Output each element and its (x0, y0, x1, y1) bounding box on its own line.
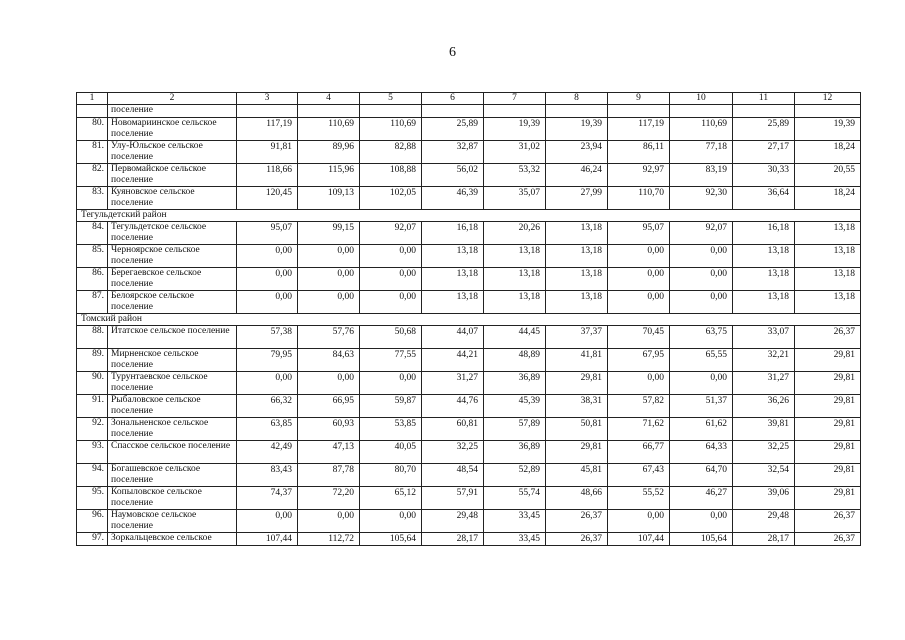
row-number: 93. (77, 441, 108, 464)
row-number: 94. (77, 464, 108, 487)
settlement-name: Куяновское сельское поселение (108, 187, 237, 210)
value-cell: 70,45 (608, 326, 670, 349)
value-cell: 77,18 (670, 141, 733, 164)
value-cell: 33,45 (484, 510, 546, 533)
value-cell: 27,99 (546, 187, 608, 210)
value-cell: 65,12 (360, 487, 422, 510)
column-number-cell: 5 (360, 93, 422, 105)
settlement-name: Наумовское сельское поселение (108, 510, 237, 533)
value-cell: 26,37 (546, 510, 608, 533)
value-cell: 13,18 (422, 268, 484, 291)
value-cell: 110,69 (298, 118, 360, 141)
value-cell: 13,18 (546, 268, 608, 291)
value-cell: 13,18 (484, 291, 546, 314)
value-cell (733, 105, 795, 118)
value-cell: 105,64 (670, 533, 733, 546)
row-number: 85. (77, 245, 108, 268)
settlement-name: Тегульдетское сельское поселение (108, 222, 237, 245)
column-number-cell: 9 (608, 93, 670, 105)
value-cell: 92,07 (670, 222, 733, 245)
value-cell: 0,00 (360, 510, 422, 533)
value-cell: 102,05 (360, 187, 422, 210)
value-cell: 13,18 (422, 245, 484, 268)
value-cell: 83,43 (237, 464, 298, 487)
value-cell: 92,07 (360, 222, 422, 245)
value-cell: 13,18 (795, 245, 861, 268)
value-cell: 77,55 (360, 349, 422, 372)
column-number-cell: 11 (733, 93, 795, 105)
settlement-name: Рыбаловское сельское поселение (108, 395, 237, 418)
value-cell: 13,18 (733, 268, 795, 291)
value-cell: 117,19 (608, 118, 670, 141)
value-cell: 95,07 (608, 222, 670, 245)
value-cell: 55,74 (484, 487, 546, 510)
value-cell: 0,00 (298, 510, 360, 533)
value-cell: 29,48 (422, 510, 484, 533)
value-cell: 46,39 (422, 187, 484, 210)
table-row (77, 245, 861, 268)
value-cell: 36,89 (484, 372, 546, 395)
row-number: 92. (77, 418, 108, 441)
value-cell: 0,00 (608, 510, 670, 533)
table-row (77, 187, 861, 210)
value-cell: 13,18 (795, 291, 861, 314)
table-row (77, 268, 861, 291)
value-cell: 26,37 (795, 510, 861, 533)
value-cell: 13,18 (546, 291, 608, 314)
value-cell: 29,81 (795, 349, 861, 372)
table-row (77, 105, 861, 118)
value-cell: 0,00 (360, 291, 422, 314)
value-cell: 36,89 (484, 441, 546, 464)
settlement-name: Новомариинское сельское поселение (108, 118, 237, 141)
value-cell: 0,00 (298, 245, 360, 268)
value-cell: 72,20 (298, 487, 360, 510)
value-cell: 29,81 (795, 464, 861, 487)
value-cell: 28,17 (733, 533, 795, 546)
value-cell: 25,89 (733, 118, 795, 141)
data-table (76, 92, 861, 546)
value-cell: 33,45 (484, 533, 546, 546)
value-cell: 13,18 (484, 268, 546, 291)
value-cell: 19,39 (546, 118, 608, 141)
value-cell: 0,00 (298, 291, 360, 314)
value-cell: 19,39 (795, 118, 861, 141)
value-cell: 20,26 (484, 222, 546, 245)
value-cell: 16,18 (422, 222, 484, 245)
value-cell: 35,07 (484, 187, 546, 210)
column-number-cell: 10 (670, 93, 733, 105)
column-number-cell: 2 (108, 93, 237, 105)
value-cell: 0,00 (237, 372, 298, 395)
value-cell: 32,25 (733, 441, 795, 464)
table-row (77, 372, 861, 395)
value-cell: 61,62 (670, 418, 733, 441)
row-number: 82. (77, 164, 108, 187)
page-number: 6 (449, 45, 456, 60)
value-cell: 44,76 (422, 395, 484, 418)
value-cell: 27,17 (733, 141, 795, 164)
value-cell: 0,00 (237, 245, 298, 268)
table-row (77, 441, 861, 464)
value-cell: 0,00 (670, 245, 733, 268)
value-cell: 87,78 (298, 464, 360, 487)
settlement-name: Берегаевское сельское поселение (108, 268, 237, 291)
value-cell: 29,48 (733, 510, 795, 533)
value-cell: 29,81 (795, 395, 861, 418)
value-cell: 84,63 (298, 349, 360, 372)
district-row (77, 210, 861, 222)
value-cell (298, 105, 360, 118)
value-cell: 50,81 (546, 418, 608, 441)
value-cell: 40,05 (360, 441, 422, 464)
value-cell: 57,89 (484, 418, 546, 441)
value-cell: 0,00 (298, 268, 360, 291)
value-cell: 0,00 (608, 268, 670, 291)
value-cell: 107,44 (237, 533, 298, 546)
value-cell: 29,81 (795, 441, 861, 464)
value-cell: 29,81 (546, 372, 608, 395)
row-number: 95. (77, 487, 108, 510)
value-cell: 26,37 (546, 533, 608, 546)
value-cell: 53,85 (360, 418, 422, 441)
row-number: 90. (77, 372, 108, 395)
table-row (77, 326, 861, 349)
column-number-cell: 1 (77, 93, 108, 105)
settlement-name: Улу-Юльское сельское поселение (108, 141, 237, 164)
settlement-name: Зоркальцевское сельское (108, 533, 237, 546)
value-cell: 0,00 (360, 372, 422, 395)
value-cell: 0,00 (670, 510, 733, 533)
value-cell: 60,81 (422, 418, 484, 441)
value-cell: 18,24 (795, 141, 861, 164)
value-cell: 42,49 (237, 441, 298, 464)
settlement-name: Копыловское сельское поселение (108, 487, 237, 510)
value-cell: 13,18 (733, 245, 795, 268)
value-cell: 29,81 (546, 441, 608, 464)
value-cell: 55,52 (608, 487, 670, 510)
value-cell: 120,45 (237, 187, 298, 210)
value-cell: 48,66 (546, 487, 608, 510)
row-number: 84. (77, 222, 108, 245)
value-cell: 18,24 (795, 187, 861, 210)
value-cell: 71,62 (608, 418, 670, 441)
column-number-row (77, 93, 861, 105)
value-cell: 0,00 (670, 291, 733, 314)
value-cell: 13,18 (795, 222, 861, 245)
value-cell: 41,81 (546, 349, 608, 372)
settlement-name: Белоярское сельское поселение (108, 291, 237, 314)
row-number: 91. (77, 395, 108, 418)
value-cell: 26,37 (795, 533, 861, 546)
settlement-name: Первомайское сельское поселение (108, 164, 237, 187)
value-cell: 105,64 (360, 533, 422, 546)
table-row (77, 349, 861, 372)
value-cell: 99,15 (298, 222, 360, 245)
value-cell: 53,32 (484, 164, 546, 187)
value-cell: 36,26 (733, 395, 795, 418)
value-cell: 39,06 (733, 487, 795, 510)
value-cell: 26,37 (795, 326, 861, 349)
value-cell: 60,93 (298, 418, 360, 441)
table-row (77, 141, 861, 164)
value-cell: 110,70 (608, 187, 670, 210)
value-cell: 115,96 (298, 164, 360, 187)
value-cell: 36,64 (733, 187, 795, 210)
row-number: 97. (77, 533, 108, 546)
value-cell: 48,89 (484, 349, 546, 372)
value-cell: 45,39 (484, 395, 546, 418)
settlement-name: Итатское сельское поселение (108, 326, 237, 349)
row-number: 86. (77, 268, 108, 291)
row-number: 89. (77, 349, 108, 372)
table-row (77, 291, 861, 314)
value-cell: 0,00 (237, 291, 298, 314)
value-cell: 0,00 (608, 245, 670, 268)
value-cell: 23,94 (546, 141, 608, 164)
value-cell: 89,96 (298, 141, 360, 164)
value-cell: 25,89 (422, 118, 484, 141)
value-cell: 29,81 (795, 418, 861, 441)
value-cell: 109,13 (298, 187, 360, 210)
value-cell: 29,81 (795, 372, 861, 395)
value-cell: 13,18 (546, 245, 608, 268)
table-row (77, 222, 861, 245)
value-cell: 79,95 (237, 349, 298, 372)
value-cell: 52,89 (484, 464, 546, 487)
value-cell: 92,30 (670, 187, 733, 210)
value-cell: 66,77 (608, 441, 670, 464)
district-name: Тегульдетский район (77, 210, 861, 222)
value-cell: 13,18 (546, 222, 608, 245)
value-cell: 0,00 (608, 291, 670, 314)
row-number: 87. (77, 291, 108, 314)
value-cell: 95,07 (237, 222, 298, 245)
value-cell (670, 105, 733, 118)
value-cell: 32,21 (733, 349, 795, 372)
value-cell: 31,27 (733, 372, 795, 395)
value-cell: 118,66 (237, 164, 298, 187)
value-cell: 0,00 (237, 510, 298, 533)
value-cell: 110,69 (670, 118, 733, 141)
value-cell: 63,85 (237, 418, 298, 441)
column-number-cell: 12 (795, 93, 861, 105)
value-cell: 46,24 (546, 164, 608, 187)
value-cell: 91,81 (237, 141, 298, 164)
value-cell: 32,25 (422, 441, 484, 464)
value-cell: 0,00 (298, 372, 360, 395)
value-cell: 57,82 (608, 395, 670, 418)
value-cell: 29,81 (795, 487, 861, 510)
value-cell: 51,37 (670, 395, 733, 418)
district-row (77, 314, 861, 326)
row-number: 88. (77, 326, 108, 349)
value-cell: 13,18 (733, 291, 795, 314)
value-cell: 38,31 (546, 395, 608, 418)
value-cell: 67,43 (608, 464, 670, 487)
value-cell: 57,91 (422, 487, 484, 510)
value-cell: 32,54 (733, 464, 795, 487)
row-number: 80. (77, 118, 108, 141)
settlement-name: Турунтаевское сельское поселение (108, 372, 237, 395)
value-cell (360, 105, 422, 118)
value-cell: 57,38 (237, 326, 298, 349)
value-cell: 112,72 (298, 533, 360, 546)
value-cell: 63,75 (670, 326, 733, 349)
value-cell: 32,87 (422, 141, 484, 164)
table-body (77, 93, 861, 546)
value-cell: 45,81 (546, 464, 608, 487)
value-cell: 39,81 (733, 418, 795, 441)
column-number-cell: 3 (237, 93, 298, 105)
value-cell (546, 105, 608, 118)
row-number: 83. (77, 187, 108, 210)
district-name: Томский район (77, 314, 861, 326)
value-cell: 46,27 (670, 487, 733, 510)
value-cell: 64,70 (670, 464, 733, 487)
table-row (77, 510, 861, 533)
value-cell: 83,19 (670, 164, 733, 187)
table-row (77, 418, 861, 441)
value-cell: 57,76 (298, 326, 360, 349)
value-cell: 74,37 (237, 487, 298, 510)
value-cell: 66,95 (298, 395, 360, 418)
value-cell (795, 105, 861, 118)
value-cell: 30,33 (733, 164, 795, 187)
value-cell: 48,54 (422, 464, 484, 487)
settlement-name: Спасское сельское поселение (108, 441, 237, 464)
value-cell: 64,33 (670, 441, 733, 464)
value-cell (237, 105, 298, 118)
value-cell: 0,00 (670, 268, 733, 291)
value-cell: 66,32 (237, 395, 298, 418)
column-number-cell: 8 (546, 93, 608, 105)
settlement-name: Богашевское сельское поселение (108, 464, 237, 487)
value-cell: 31,27 (422, 372, 484, 395)
value-cell: 44,21 (422, 349, 484, 372)
row-number: 96. (77, 510, 108, 533)
value-cell (422, 105, 484, 118)
value-cell: 82,88 (360, 141, 422, 164)
value-cell: 13,18 (422, 291, 484, 314)
value-cell: 19,39 (484, 118, 546, 141)
value-cell: 0,00 (608, 372, 670, 395)
value-cell: 0,00 (360, 245, 422, 268)
value-cell: 56,02 (422, 164, 484, 187)
value-cell: 107,44 (608, 533, 670, 546)
value-cell: 13,18 (795, 268, 861, 291)
value-cell: 16,18 (733, 222, 795, 245)
table-row (77, 118, 861, 141)
table-row (77, 164, 861, 187)
value-cell: 0,00 (360, 268, 422, 291)
value-cell: 65,55 (670, 349, 733, 372)
value-cell: 67,95 (608, 349, 670, 372)
value-cell: 108,88 (360, 164, 422, 187)
value-cell (484, 105, 546, 118)
value-cell: 28,17 (422, 533, 484, 546)
value-cell: 110,69 (360, 118, 422, 141)
row-number (77, 105, 108, 118)
column-number-cell: 7 (484, 93, 546, 105)
table-row (77, 533, 861, 546)
value-cell: 117,19 (237, 118, 298, 141)
value-cell: 59,87 (360, 395, 422, 418)
settlement-name: Черноярское сельское поселение (108, 245, 237, 268)
column-number-cell: 4 (298, 93, 360, 105)
value-cell: 44,45 (484, 326, 546, 349)
value-cell: 80,70 (360, 464, 422, 487)
table-row (77, 395, 861, 418)
settlement-name: Мирненское сельское поселение (108, 349, 237, 372)
value-cell: 31,02 (484, 141, 546, 164)
column-number-cell: 6 (422, 93, 484, 105)
value-cell: 92,97 (608, 164, 670, 187)
value-cell: 33,07 (733, 326, 795, 349)
settlement-name: Зональненское сельское поселение (108, 418, 237, 441)
value-cell: 20,55 (795, 164, 861, 187)
table-row (77, 464, 861, 487)
value-cell: 86,11 (608, 141, 670, 164)
value-cell: 37,37 (546, 326, 608, 349)
value-cell: 47,13 (298, 441, 360, 464)
value-cell: 13,18 (484, 245, 546, 268)
value-cell (608, 105, 670, 118)
value-cell: 50,68 (360, 326, 422, 349)
value-cell: 0,00 (670, 372, 733, 395)
value-cell: 0,00 (237, 268, 298, 291)
row-number: 81. (77, 141, 108, 164)
value-cell: 44,07 (422, 326, 484, 349)
table-row (77, 487, 861, 510)
settlement-name: поселение (108, 105, 237, 118)
